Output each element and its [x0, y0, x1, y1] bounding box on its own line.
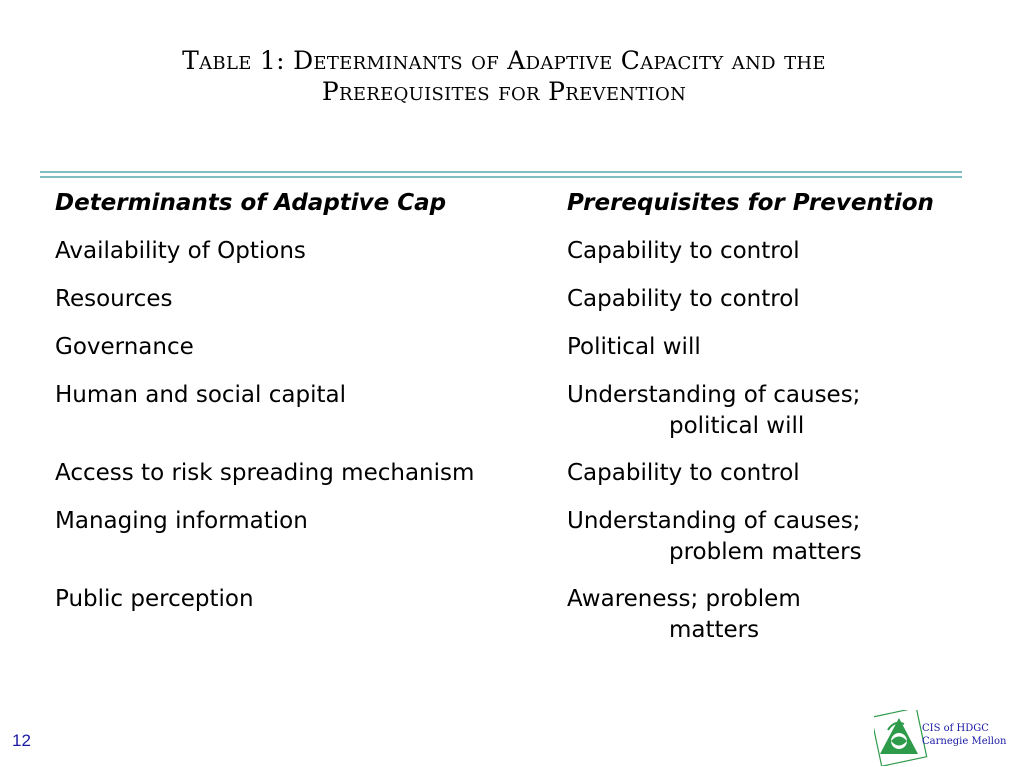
slide-title — [0, 45, 1008, 107]
table-row — [55, 284, 965, 332]
table-header-row — [55, 188, 965, 236]
prerequisite-cell — [567, 506, 862, 568]
prerequisite-line: Capability to control — [567, 460, 800, 486]
prerequisite-line: matters — [669, 617, 760, 643]
prerequisite-line: Political will — [567, 334, 701, 360]
determinant-cell: Managing information — [55, 508, 308, 534]
prerequisite-line: Understanding of causes; — [567, 508, 861, 534]
determinant-cell: Human and social capital — [55, 382, 346, 408]
table-row — [55, 332, 965, 380]
prerequisite-cell — [567, 458, 800, 489]
prerequisite-cell — [567, 236, 800, 267]
column-header-prerequisites: Prerequisites for Prevention — [567, 190, 934, 216]
prerequisite-cell — [567, 284, 800, 315]
determinants-table — [55, 188, 965, 662]
determinant-cell: Access to risk spreading mechanism — [55, 460, 475, 486]
page-number: 12 — [12, 731, 31, 750]
table-row — [55, 584, 965, 662]
prerequisite-line: Awareness; problem — [567, 586, 801, 612]
prerequisite-cell — [567, 584, 801, 646]
prerequisite-cell — [567, 332, 701, 363]
prerequisite-line: Capability to control — [567, 286, 800, 312]
slide-title-line2: Prerequisites for Prevention — [321, 77, 687, 106]
prerequisite-cell — [567, 380, 860, 442]
header-rule-top — [40, 171, 962, 173]
slide-title-line1: Table 1: Determinants of Adaptive Capacity and the — [182, 46, 826, 75]
determinant-cell: Availability of Options — [55, 238, 306, 264]
column-header-determinants: Determinants of Adaptive Cap — [55, 190, 447, 216]
determinant-cell: Resources — [55, 286, 173, 312]
header-rule-bottom — [40, 176, 962, 178]
logo-text — [922, 722, 1006, 748]
table-row — [55, 458, 965, 506]
prerequisite-line: problem matters — [669, 539, 862, 565]
table-row — [55, 236, 965, 284]
logo-line1: CIS of HDGC — [922, 723, 989, 734]
prerequisite-line: Capability to control — [567, 238, 800, 264]
logo-line2: Carnegie Mellon — [922, 736, 1007, 747]
prerequisite-line: Understanding of causes; — [567, 382, 861, 408]
determinant-cell: Public perception — [55, 586, 254, 612]
table-row — [55, 506, 965, 584]
prerequisite-line: political will — [669, 413, 805, 439]
determinant-cell: Governance — [55, 334, 194, 360]
table-row — [55, 380, 965, 458]
